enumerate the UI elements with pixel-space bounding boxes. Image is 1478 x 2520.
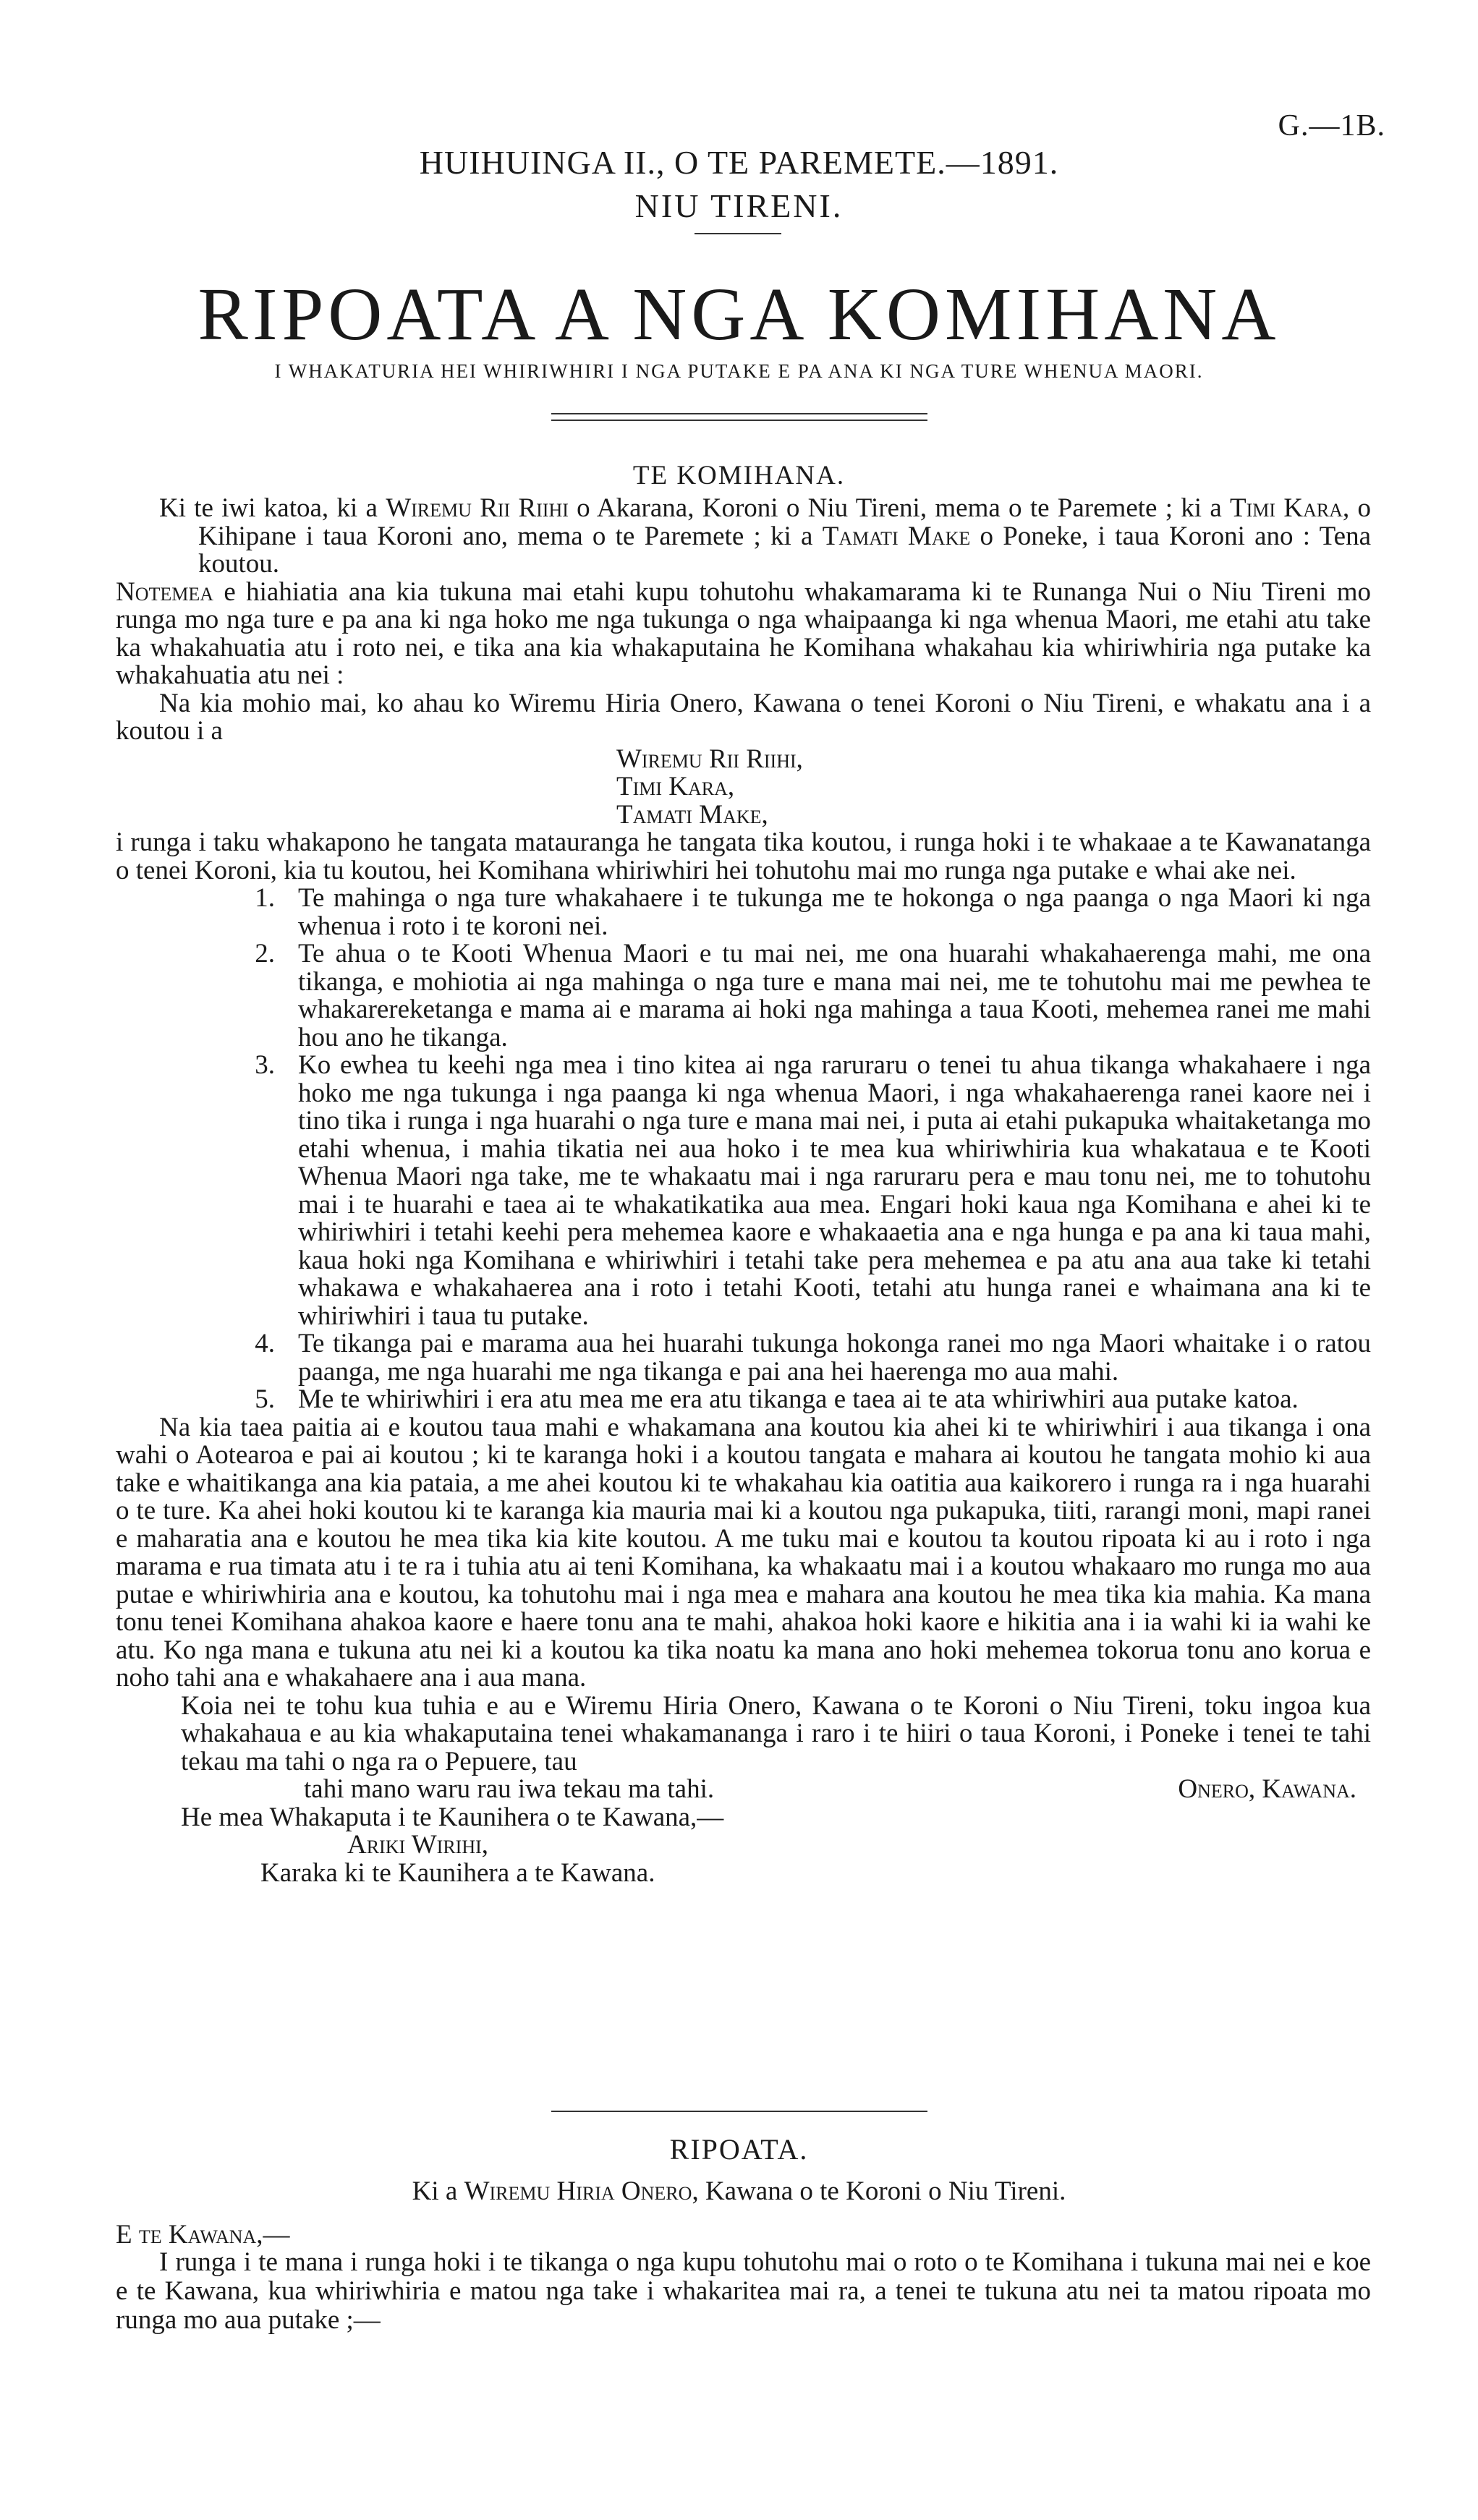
confidence-paragraph: i runga i taku whakapono he tangata matauranga he tangata tika koutou, i runga hoki i te whakaae a te Kawanatanga o tenei Koroni, kia tu koutou, hei Komihana whiriwhiri hei tohutohu mai mo runga nga putake e whai ake nei. bbox=[116, 827, 1371, 885]
report-body bbox=[116, 2248, 1371, 2335]
attestation-line: He mea Whakaputa i te Kaunihera o te Kawana,— bbox=[181, 1802, 724, 1832]
report-heading: RIPOATA. bbox=[669, 2133, 809, 2166]
report-addressee: Ki a Wiremu Hiria Onero, Kawana o te Koroni o Niu Tireni. bbox=[412, 2176, 1066, 2206]
name-tamati-make: Tamati Make bbox=[822, 521, 971, 551]
divider bbox=[695, 233, 781, 234]
appointee-name: Wiremu Rii Riihi, bbox=[616, 744, 803, 774]
name-timi-kara: Timi Kara bbox=[1230, 493, 1343, 523]
appointee-name: Timi Kara, bbox=[616, 772, 735, 801]
commission-body bbox=[116, 472, 1371, 1887]
clerk-name: Ariki Wirihi, bbox=[347, 1830, 489, 1860]
list-item: 3. Ko ewhea tu keehi nga mea i tino kitea ai nga raruraru o tenei tu ahua tikanga whakahaere i nga hoko me nga tukunga i nga paanga ki nga whenua Maori, i nga whakahaerenga ranei kaore nei i tino tika i runga i nga huarahi o nga ture e mana mai nei, i puta ai etahi pukapuka whaitaketanga mo etahi whenua, i mahia tikatia nei aua hoko i te mea kua whiriwhiria kua whakatauа e te Kooti Whenua Maori nga take, me te whakaatu mai i nga raruraru pera e mau tonu nei, me to tohutohu mai i te huarahi e taea ai te whakatikatika aua mea. Engari hoki kaua nga Komihana e ahei ki te whiriwhiri i tetahi keehi pera mehemea kaore e whakaaetia ana e nga hunga e pa ana ki taua mahi, kaua hoki nga Komihana e whiriwhiri i tetahi take pera mehemea e pa atu ana aua take ki tetahi whakawa e whakahaerea ana i roto i tetahi Kooti, tetahi atu hunga ranei e whaimana ana ki te whiriwhiri i taua tu putake. bbox=[255, 1050, 1371, 1331]
notemea-paragraph: Notemea e hiahiatia ana kia tukuna mai etahi kupu tohutohu whakamarama ki te Runanga Nui o Niu Tireni mo runga mo nga ture e pa ana ki nga hoko me nga tukunga o nga whaipaanga ki nga whenua Maori, me etahi atu take ka whakahuatia atu i roto nei, e tika ana kia whakaputaina he Komihana whakahau kia whiriwhiria nga putake ka whakahuatia atu nei : bbox=[116, 576, 1371, 690]
governor-signature: Onero, Kawana. bbox=[1178, 1774, 1356, 1804]
address-paragraph: Ki te iwi katoa, ki a Wiremu Rii Riihi o Akarana, Koroni o Niu Tireni, mema o te Paremete ; ki a Timi Kara, o Kihipane i taua Koroni ano, mema o te Paremete ; ki a Tamati Make o Poneke, i taua Koroni ano : Tena koutou. bbox=[159, 493, 1372, 579]
clerk-title: Karaka ki te Kaunihera a te Kawana. bbox=[260, 1857, 655, 1888]
witness-closing: tahi mano waru rau iwa tekau ma tahi. Onero, Kawana. bbox=[116, 1776, 1371, 1804]
know-ye-paragraph: Na kia mohio mai, ko ahau ko Wiremu Hiria Onero, Kawana o tenei Koroni o Niu Tireni, e whakatu ana i a koutou i a bbox=[116, 688, 1371, 746]
session-line bbox=[0, 143, 1478, 182]
list-item: 5. Me te whiriwhiri i era atu mea me era atu tikanga e taea ai te ata whiriwhiri aua putake katoa. bbox=[255, 1384, 1299, 1414]
list-item: 2. Te ahua o te Kooti Whenua Maori e tu mai nei, me ona huarahi whakahaerenga mahi, me ona tikanga, e mohiotia ai nga mahinga o nga ture e mana mai nei, me te tohutohu mai me pewhea te whakarereketanga e mama ai e marama ai hoki nga mahinga a taua Kooti, mehemea ranei me mahi hou ano he tikanga. bbox=[255, 939, 1371, 1052]
section-divider bbox=[551, 2111, 927, 2112]
page-subtitle: I WHAKATURIA HEI WHIRIWHIRI I NGA PUTAKE E PA ANA KI NGA TURE WHENUA MAORI. bbox=[274, 360, 1204, 382]
witness-paragraph: Koia nei te tohu kua tuhia e au e Wiremu Hiria Onero, Kawana o te Koroni o Niu Tireni, toku ingoa kua whakahaua e au kia whakaputaina tenei whakamananga i raro i te hiiri o taua Koroni, i Poneke i tenei te tahi tekau ma tahi o nga ra o Pepuere, tau bbox=[181, 1690, 1371, 1776]
list-item: 4. Te tikanga pai e marama aua hei huarahi tukunga hokonga ranei mo nga Maori whaitake i o ratou paanga, me nga huarahi me nga tikanga e pai ana hei haerenga mo aua mahi. bbox=[255, 1329, 1371, 1387]
report-opening: I runga i te mana i runga hoki i te tikanga o nga kupu tohutohu mai o roto o te Komihana i tukuna mai nei e koe e te Kawana, kua whiriwhiria e matou nga take i whakaritea mai ra, a tenei te tukuna atu nei ta matou ripoata mo runga mo aua putake ;— bbox=[116, 2247, 1371, 2335]
appointed-names bbox=[116, 746, 1371, 830]
document-reference: G.—1B. bbox=[1278, 109, 1385, 142]
double-rule-bottom bbox=[551, 420, 927, 421]
double-rule-top bbox=[551, 413, 927, 414]
name-wiremu-rii-riihi: Wiremu Rii Riihi bbox=[386, 493, 569, 523]
salutation: E te Kawana,— bbox=[116, 2220, 290, 2249]
session-text: HUIHUINGA II., O TE PAREMETE.—1891. bbox=[419, 144, 1059, 181]
country-heading: NIU TIRENI. bbox=[634, 187, 844, 224]
page-title: RIPOATA A NGA KOMIHANA bbox=[198, 273, 1280, 356]
commission-heading: TE KOMIHANA. bbox=[632, 461, 846, 490]
appointee-name: Tamati Make, bbox=[616, 799, 768, 830]
instruction-paragraph: Na kia taea paitia ai e koutou taua mahi e whakamana ana koutou kia ahei ki te whiriwhiri i aua tikanga i ona wahi o Aotearoa e pai ai koutou ; ki te karanga hoki i a koutou tangata e mahara ai koutou he tangata mohio ki aua take e whaitikanga ana kia pataia, a me ahei koutou ki te whakahau kia oatitia aua kaikorero i runga ra i nga huarahi o te ture. Ka ahei hoki koutou ki te karanga kia mauria mai ki a koutou nga pukapuka, tiiti, rarangi moni, mapi ranei e maharatia ana e koutou he mea tika kia kite koutou. A me tuku mai e koutou ta koutou ripoata ki au i roto i nga marama e rua timata atu i te ra i tuhia atu ai teni Komihana, ka whakaatu mai i a koutou whakaaro mo runga mo aua putae e whiriwhiria ana e koutou, ka tohutohu mai i nga mea e mahara ana koutou he mea tika kia mahia. Ka mana tonu tenei Komihana ahakoa kaore e haere tonu ana te mahi, ahakoa hoki kaore e hikitia ana i ia wahi ki ia wahi ke atu. Ko nga mana e tukuna atu nei ki a koutou ka tika noatu ka mana ano hoki mehemea tokorua tonu ano korua e noho tahi ana e whakahaere ana i aua mana. bbox=[116, 1412, 1371, 1693]
list-item: 1. Te mahinga o nga ture whakahaere i te tukunga me te hokonga o nga paanga o nga Maori ki nga whenua i roto i te koroni nei. bbox=[255, 883, 1371, 941]
